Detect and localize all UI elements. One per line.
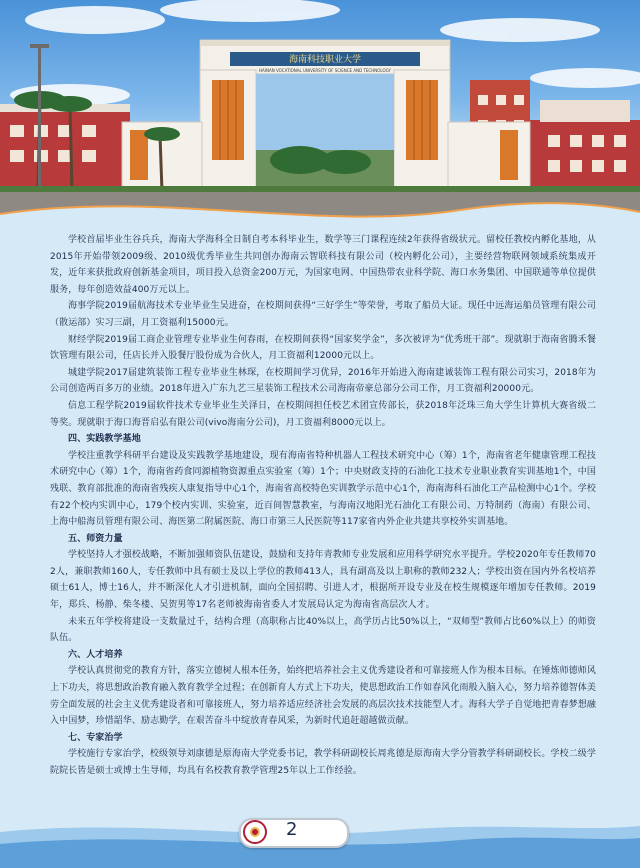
- section-heading-talent: 六、人才培养: [68, 649, 123, 660]
- hero-wave-divider: [0, 196, 640, 236]
- campus-gate-photo: [0, 0, 640, 218]
- paragraph-alumni-wu: 海事学院2019届航海技术专业毕业生吴进奋，在校期间获得“三好学生”等荣誉，考取了船员大证。现任中远海运船员管理有限公司（散运部）实习三副，月工资福利15000元。: [50, 301, 596, 328]
- gate-sign-en: HAINAN VOCATIONAL UNIVERSITY OF SCIENCE AND TECHNOLOGY: [259, 68, 391, 73]
- section-heading-experts: 七、专家治学: [68, 732, 123, 743]
- paragraph-alumni-guan: 信息工程学院2019届软件技术专业毕业生关泽日，在校期间担任校艺术团宣传部长，获2018年泛珠三角大学生计算机大赛省级二等奖。现就职于海口海晋启弘有限公司(vivo海南分公司)，月工资福利8000元以上。: [50, 400, 596, 428]
- paragraph-talent: 学校认真贯彻党的教育方针，落实立德树人根本任务，始终把培养社会主义优秀建设者和可靠接班人作为根本目标。在锤炼师德师风上下功夫，将思想政治教育融入教育教学全过程；在创新育人方式上下功夫，使思想政治工作如春风化雨般入脑入心，努力培养德智体美劳全面发展的社会主义优秀建设者和可靠接班人，努力培养适应经济社会发展的高层次技术技能型人才。海科大学子自觉地把青春梦想融入中国梦，珍惜韶华、励志勤学，在艰苦奋斗中绽放青春风采，为新时代追赶超越做贡献。: [50, 666, 597, 727]
- paragraph-faculty: 学校坚持人才强校战略，不断加强师资队伍建设，鼓励和支持年青教师专业发展和应用科学研究水平提升。学校2020年专任教师702人，兼职教师160人，专任教师中具有硕士及以上学位的教师413人，具有副高及以上职称的教师232人；学校出资在国内外名校培养硕士61人，博士16人，并不断深化人才引进机制，面向全国招聘、引进人才，根据所开设专业及在校生规模逐年增加专任教师。2019年，郑兵、杨静、柴冬楼、吴贺男等17名老师被海南省委人才发展局认定为海南省高层次人才。: [50, 550, 596, 611]
- university-logo-icon: [243, 820, 267, 844]
- paragraph-alumni-he: 财经学院2019届工商企业管理专业毕业生何春雨，在校期间获得“国家奖学金”，多次被评为“优秀班干部”。现就职于海南省腾禾餐饮管理有限公司，任店长并入股餐厅股份成为合伙人，月工资福利12000元以上。: [50, 334, 596, 362]
- paragraph-alumni-gu: 学校首届毕业生谷兵兵，海南大学海科全日制自考本科毕业生，数学等三门课程连续2年获得省级状元。留校任教校内孵化基地，从2015年开始带领2009级、2010级优秀毕业生共同创办海南云智联科技有限公司（校内孵化公司），主要经营物联网领域系统集成开发，近年来获批政府创新基金项目，项目投入总资金200万元，为国家电网、中国热带农业科学院、海口水务集团、中国联通等单位提供服务，每年创造效益400万元以上。: [50, 235, 596, 295]
- campus-gate-illustration: [0, 0, 640, 218]
- page-number: 2: [286, 819, 298, 840]
- paragraph-practice-base: 学校注重教学科研平台建设及实践教学基地建设，现有海南省特种机器人工程技术研究中心（筹）1个，海南省老年健康管理工程技术研究中心（筹）1个，海南省药食同源植物资源重点实验室（筹）1个；中央财政支持的石油化工技术专业职业教育实训基地1个，中国残联、教育部批准的海南省残疾人康复指导中心1个，海南省高校特色实训教学示范中心1个，海南海科石油化工产品检测中心1个。学校有22个校内实训中心，179个校内实训、实验室，近百间智慧教室，与海南汉地阳光石油化工有限公司、万特制药（海南）有限公司、上海中船海员管理有限公司、海医第二附属医院、海口市第三人民医院等117家省内外企业共建共享校外实训基地。: [50, 450, 596, 528]
- paragraph-faculty-future: 未来五年学校将建设一支数量过千，结构合理（高职称占比40%以上，高学历占比50%以上，“双师型”教师占比60%以上）的师资队伍。: [50, 616, 596, 644]
- section-heading-practice-base: 四、实践教学基地: [68, 434, 141, 445]
- section-heading-faculty: 五、师资力量: [68, 533, 123, 544]
- paragraph-experts: 学校施行专家治学，校级领导刘康德是原海南大学党委书记，教学科研副校长周兆德是原海南大学分管教学科研副校长。学校二级学院院长皆是硕士或博士生导师，均具有名校教育教学管理25年以上工作经验。: [50, 749, 596, 776]
- paragraph-alumni-lin: 城建学院2017届建筑装饰工程专业毕业生林琛，在校期间学习优异，2016年开始进入海南建诚装饰工程有限公司实习，2018年为公司创造两百多万的业绩。2018年进入广东九艺三星装饰工程技术公司海南帝豪总部分公司工作，月工资福利20000元。: [50, 367, 596, 395]
- gate-sign-cn: 海南科技职业大学: [288, 55, 362, 65]
- article-body: [50, 232, 596, 780]
